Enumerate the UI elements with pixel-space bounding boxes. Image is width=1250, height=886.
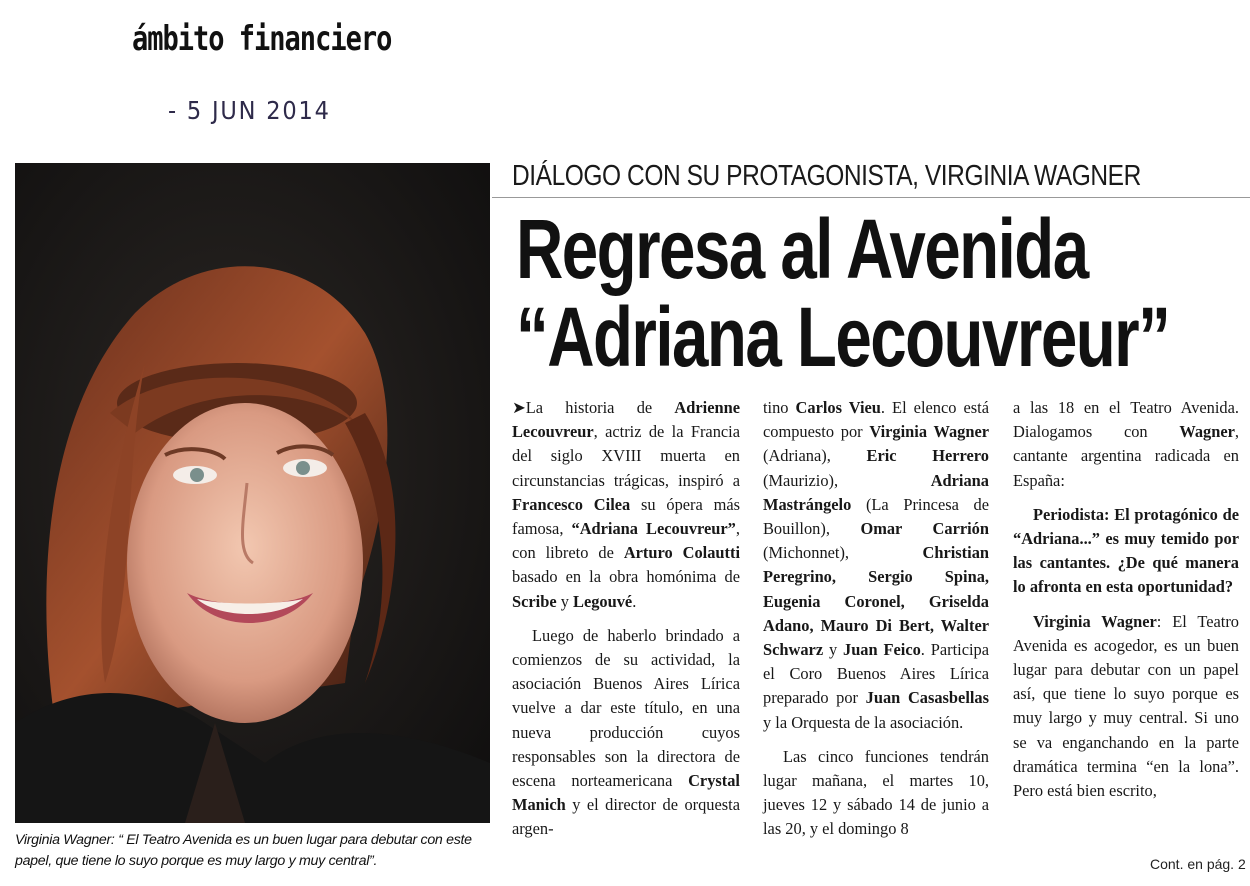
body-column-2 [763, 396, 989, 842]
arrow-icon: ➤ [512, 398, 526, 417]
paragraph-schedule: Las cinco funciones tendrán lugar mañana, el martes 10, jueves 12 y sábado 14 de junio a las 20, y el domingo 8 [763, 746, 989, 839]
interview-question: Periodista: El protagónico de “Adriana...” es muy temido por las cantantes. ¿De qué manera lo afronta en esta oportunidad? [1013, 504, 1239, 597]
portrait-image [15, 163, 490, 823]
article-headline [516, 202, 1170, 384]
paragraph-intro: ➤La historia de Adrienne Lecouvreur, actriz de la Francia del siglo XVIII muerta en circunstancias trágicas, inspiró a Francesco Cilea su ópera más famosa, “Adriana Lecouvreur”, con libreto de Arturo Colautti basado en la obra homónima de Scribe y Legouvé. [512, 398, 741, 611]
continued-note: Cont. en pág. 2 [1150, 856, 1246, 872]
portrait-photo [15, 163, 490, 823]
article-kicker: DIÁLOGO CON SU PROTAGONISTA, VIRGINIA WAGNER [512, 160, 1141, 192]
kicker-divider [492, 197, 1250, 198]
masthead [0, 0, 398, 128]
headline-line-1: Regresa al Avenida [516, 202, 1088, 296]
interview-answer: Virginia Wagner: El Teatro Avenida es acogedor, es un buen lugar para debutar con un papel así, que tiene lo suyo porque es muy largo y muy central. Si uno se va enganchando en la parte dramática termina “en la lona”. Pero está bien escrito, [1013, 611, 1239, 801]
paragraph-dialogue-intro: a las 18 en el Teatro Avenida. Dialogamos con Wagner, cantante argentina radicada en España: [1013, 398, 1239, 490]
date-stamp: - 5 JUN 2014 [168, 96, 331, 125]
paragraph-production: Luego de haberlo brindado a comienzos de su actividad, la asociación Buenos Aires Lírica vuelve a dar este título, en una nueva producción cuyos responsables son la directora de escena norteamericana Crystal Manich y el director de orquesta argen- [512, 625, 740, 839]
paragraph-cast: tino Carlos Vieu. El elenco está compuesto por Virginia Wagner (Adriana), Eric Herrero (Maurizio), Adriana Mastrángelo (La Princesa de Bouillon), Omar Carrión (Michonnet), Christian Peregrino, Sergio Spina, Eugenia Coronel, Griselda Adano, Mauro Di Bert, Walter Schwarz y Juan Feico. Participa el Coro Buenos Aires Lírica preparado por Juan Casasbellas y la Orquesta de la asociación. [763, 398, 990, 732]
body-column-3 [1013, 396, 1239, 803]
photo-caption: Virginia Wagner: “ El Teatro Avenida es un buen lugar para debutar con este papel, que tiene lo suyo porque es muy largo y muy central”. [15, 832, 472, 869]
body-column-1 [512, 396, 740, 842]
newspaper-logo: ámbito financiero [132, 20, 392, 59]
headline-line-2: “Adriana Lecouvreur” [516, 290, 1170, 384]
